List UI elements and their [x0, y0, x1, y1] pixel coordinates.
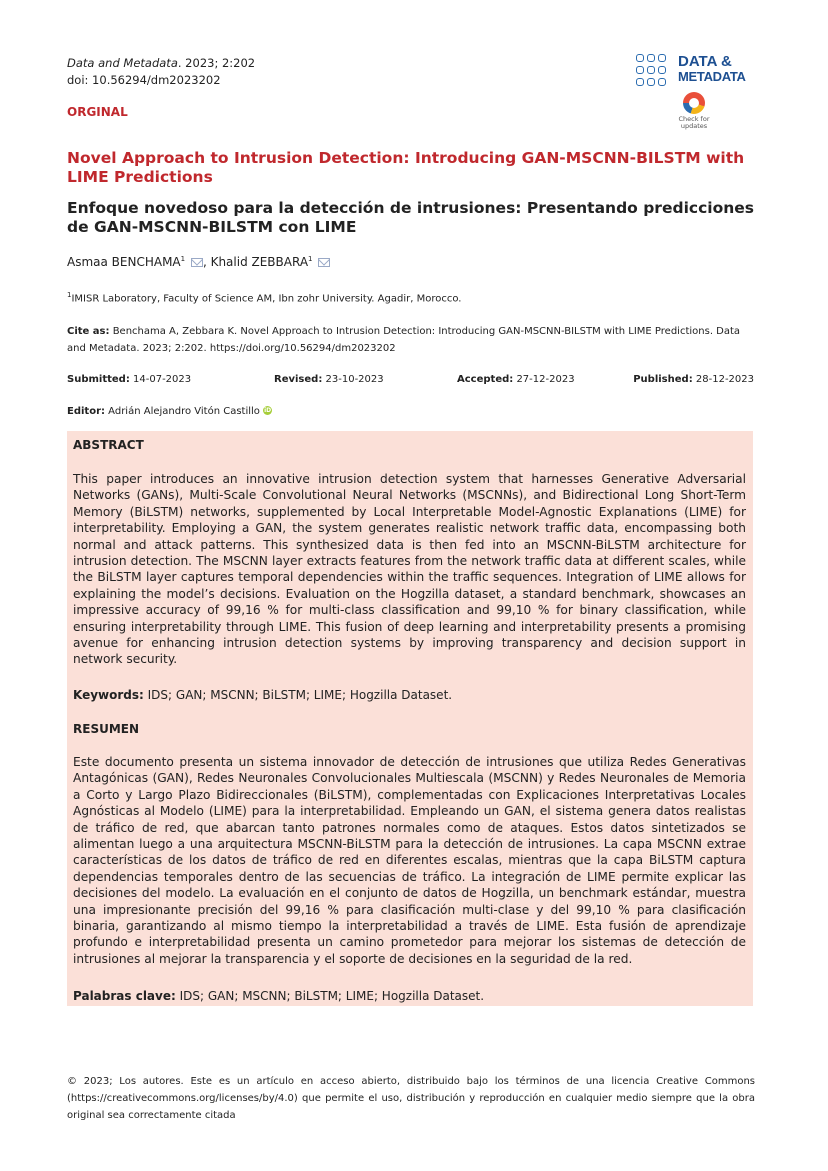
journal-logo	[636, 54, 761, 89]
resumen-keywords: Palabras clave: IDS; GAN; MSCNN; BiLSTM; LIME; Hogzilla Dataset.	[73, 989, 485, 1003]
affiliation-text: IMISR Laboratory, Faculty of Science AM, Ibn zohr University. Agadir, Morocco.	[71, 293, 462, 305]
author-name: Asmaa BENCHAMA	[67, 255, 181, 269]
journal-name: Data and Metadata	[67, 56, 178, 70]
published-date: Published: 28-12-2023	[633, 374, 754, 385]
cite-text[interactable]: Benchama A, Zebbara K. Novel Approach to Intrusion Detection: Introducing GAN-MSCNN-BILSTM with LIME Predictions. Data and Metadata. 2023; 2:202. https://doi.org/10.56294/dm2023202	[67, 326, 741, 354]
resumen-text: Este documento presenta un sistema innovador de detección de intrusiones que utiliza Redes Generativas Antagónicas (GAN), Redes Neuronales Convolucionales Multiescala (MSCNN) y Redes Neuronales de Memoria a Corto y Largo Plazo Bidireccionales (BiLSTM), complementadas con Explicaciones Interpretativas Locales Agnósticas al Modelo (LIME) para la interpretabilidad. Empleando un GAN, el sistema genera datos realistas de tráfico de red, que abarcan tanto patrones normales como de ataques. Estos datos sintetizados se alimentan luego a una arquitectura MSCNN-BiLSTM para la detección de intrusiones. La capa MSCNN extrae características de los datos de tráfico de red en diferentes escalas, mientras que la capa BiLSTM captura dependencias temporales dentro de las secuencias de tráfico. La integración de LIME permite explicar las decisiones del modelo. La evaluación en el conjunto de datos de Hogzilla, un benchmark estándar, muestra una impresionante precisión del 99,16 % para clasificación multi-clase y del 99,10 % para clasificación binaria, garantizando al mismo tiempo la interpretabilidad a través de LIME. Esta fusión de aprendizaje profundo e interpretabilidad presenta un camino prometedor para mejorar los sistemas de detección de intrusiones al mejorar la transparencia y el soporte de decisiones en la seguridad de la red.	[73, 755, 746, 966]
editor-name: Adrián Alejandro Vitón Castillo	[105, 406, 260, 417]
article-title-spanish: Enfoque novedoso para la detección de intrusiones: Presentando predicciones de GAN-MSCNN-BILSTM con LIME	[67, 199, 754, 236]
abstract-text: This paper introduces an innovative intrusion detection system that harnesses Generative Adversarial Networks (GANs), Multi-Scale Convolutional Neural Networks (MSCNNs), and Bidirectional Long Short-Term Memory (BiLSTM) networks, supplemented by Local Interpretable Model-Agnostic Explanations (LIME) for interpretability. Employing a GAN, the system generates realistic network traffic data, encompassing both normal and attack patterns. This synthesized data is then fed into an MSCNN-BiLSTM architecture for intrusion detection. The MSCNN layer extracts features from the network traffic data at different scales, while the BiLSTM layer captures temporal dependencies within the traffic sequences. Integration of LIME allows for explaining the model’s decisions. Evaluation on the Hogzilla dataset, a standard benchmark, showcases an impressive accuracy of 99,16 % for multi-class classification and 99,10 % for binary classification, while ensuring interpretability through LIME. This fusion of deep learning and interpretability presents a promising avenue for enhancing intrusion detection systems by improving transparency and decision support in network security.	[73, 472, 746, 667]
author-name: Khalid ZEBBARA	[210, 255, 309, 269]
resumen-heading: RESUMEN	[73, 722, 140, 736]
cite-label: Cite as:	[67, 326, 110, 337]
accepted-date: Accepted: 27-12-2023	[457, 374, 575, 385]
logo-text	[678, 54, 746, 84]
abstract-box	[67, 431, 753, 1006]
journal-doi: doi: 10.56294/dm2023202	[67, 73, 221, 87]
article-type-label: ORGINAL	[67, 105, 128, 119]
journal-issue: . 2023; 2:202	[177, 56, 256, 70]
orcid-icon[interactable]: iD	[264, 407, 272, 414]
email-icon[interactable]	[191, 258, 203, 267]
revised-date: Revised: 23-10-2023	[274, 374, 384, 385]
author-affiliation-mark: 1	[180, 255, 186, 263]
logo-grid-icon	[636, 54, 672, 88]
affiliation	[67, 291, 461, 304]
abstract-heading: ABSTRACT	[73, 438, 144, 452]
affiliation-mark: 1	[67, 291, 72, 299]
editor-label: Editor:	[67, 406, 105, 417]
check-updates-icon	[683, 92, 705, 114]
license-footer: © 2023; Los autores. Este es un artículo en acceso abierto, distribuido bajo los términos de una licencia Creative Commons (https://creativecommons.org/licenses/by/4.0) que permite el uso, distribución y reproducción en cualquier medio siempre que la obra original sea correctamente citada	[67, 1076, 755, 1121]
cite-as	[67, 323, 755, 357]
submitted-date: Submitted: 14-07-2023	[67, 374, 192, 385]
abstract-keywords: Keywords: IDS; GAN; MSCNN; BiLSTM; LIME; Hogzilla Dataset.	[73, 688, 453, 702]
check-for-updates-badge[interactable]	[674, 92, 714, 130]
logo-line-2: METADATA	[678, 69, 746, 84]
article-title-english: Novel Approach to Intrusion Detection: Introducing GAN-MSCNN-BILSTM with LIME Predictions	[67, 149, 745, 186]
email-icon[interactable]	[318, 258, 330, 267]
author-list	[67, 255, 330, 269]
author-separator: ,	[202, 255, 211, 269]
editor	[67, 406, 272, 417]
journal-citation	[67, 56, 255, 70]
check-updates-label: Check for updates	[678, 115, 710, 130]
logo-line-1: DATA &	[678, 53, 732, 70]
author-affiliation-mark: 1	[308, 255, 313, 263]
